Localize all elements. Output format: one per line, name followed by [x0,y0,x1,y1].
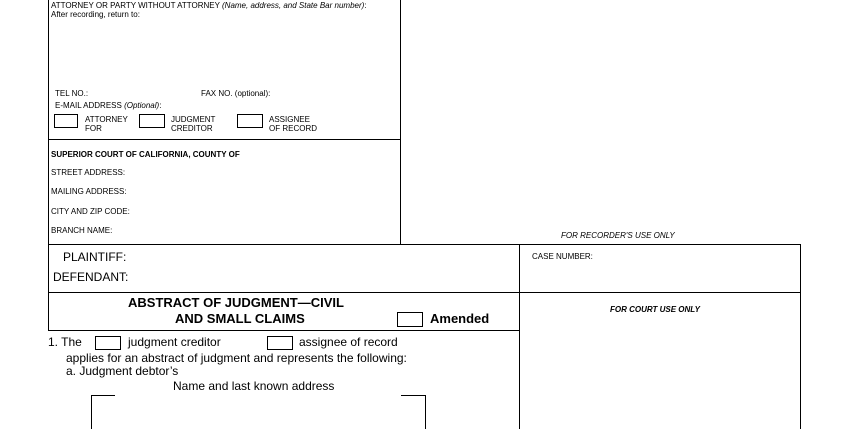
email-optional: (Optional) [124,101,160,110]
branch-name-field[interactable] [118,225,392,235]
judgment-creditor-label: judgment creditor [128,335,221,349]
item-1a-judgment-debtors: a. Judgment debtor’s [66,364,179,378]
assignee-role-label-2: OF RECORD [269,124,317,133]
amended-label: Amended [430,311,490,326]
email-label [55,101,161,110]
attorney-header-regular: ATTORNEY OR PARTY WITHOUT ATTORNEY [51,1,222,10]
city-zip-field[interactable] [138,206,392,216]
title-top-border [48,292,801,293]
form-title-line-1: ABSTRACT OF JUDGMENT—CIVIL [128,295,344,310]
case-number-label: CASE NUMBER: [532,252,593,261]
judgment-creditor-role-label-1: JUDGMENT [171,115,216,124]
item-1-the: 1. The [48,335,82,349]
recorders-use-label: FOR RECORDER'S USE ONLY [561,231,675,240]
fax-field[interactable] [276,88,391,98]
parties-left-border [48,244,49,330]
defendant-label: DEFENDANT: [53,270,129,284]
attorney-box-right-border [400,0,401,244]
assignee-of-record-label: assignee of record [299,335,398,349]
assignee-of-record-checkbox[interactable] [267,336,293,350]
attorney-header [51,1,367,10]
return-to-line: After recording, return to: [51,10,140,19]
email-field[interactable] [172,100,392,110]
attorney-for-checkbox[interactable] [54,114,78,128]
email-label-text: E-MAIL ADDRESS [55,101,125,110]
county-field[interactable] [252,149,392,159]
form-title-line-2: AND SMALL CLAIMS [175,311,305,326]
mailing-address-field[interactable] [132,186,392,196]
court-use-only-label: FOR COURT USE ONLY [610,305,700,314]
attorney-box-left-border [48,0,49,244]
judgment-creditor-role-checkbox[interactable] [139,114,165,128]
case-number-divider [519,244,520,429]
address-box-left [91,395,92,429]
parties-top-border [48,244,801,245]
street-address-field[interactable] [118,167,392,177]
attorney-name-address-field[interactable] [52,22,392,82]
judgment-creditor-checkbox[interactable] [95,336,121,350]
assignee-role-checkbox[interactable] [237,114,263,128]
mailing-address-label: MAILING ADDRESS: [51,187,127,196]
street-address-label: STREET ADDRESS: [51,168,126,177]
tel-label: TEL NO.: [55,89,89,98]
plaintiff-field[interactable] [140,250,510,263]
court-title: SUPERIOR COURT OF CALIFORNIA, COUNTY OF [51,150,240,159]
assignee-role-label-1: ASSIGNEE [269,115,310,124]
item-1-applies-text: applies for an abstract of judgment and represents the following: [66,351,407,365]
title-bottom-border [48,330,519,331]
tel-field[interactable] [92,88,192,98]
address-box-top-right [401,395,426,396]
attorney-for-label-2: FOR [85,124,102,133]
email-label-after: : [159,101,162,110]
debtor-name-address-field[interactable] [96,399,420,427]
plaintiff-label: PLAINTIFF: [63,250,127,264]
amended-checkbox[interactable] [397,312,423,327]
case-number-field[interactable] [532,264,792,282]
attorney-header-italic: (Name, address, and State Bar number) [222,1,365,10]
name-last-known-address-label: Name and last known address [173,379,335,393]
court-block-top-border [48,139,400,140]
address-box-right [425,395,426,429]
branch-name-label: BRANCH NAME: [51,226,113,235]
address-box-top-left [91,395,115,396]
judgment-creditor-role-label-2: CREDITOR [171,124,213,133]
city-zip-label: CITY AND ZIP CODE: [51,207,130,216]
fax-label: FAX NO. (optional): [201,89,271,98]
attorney-for-label-1: ATTORNEY [85,115,128,124]
attorney-header-after: : [364,1,367,10]
right-border [800,244,801,429]
defendant-field[interactable] [130,270,510,283]
